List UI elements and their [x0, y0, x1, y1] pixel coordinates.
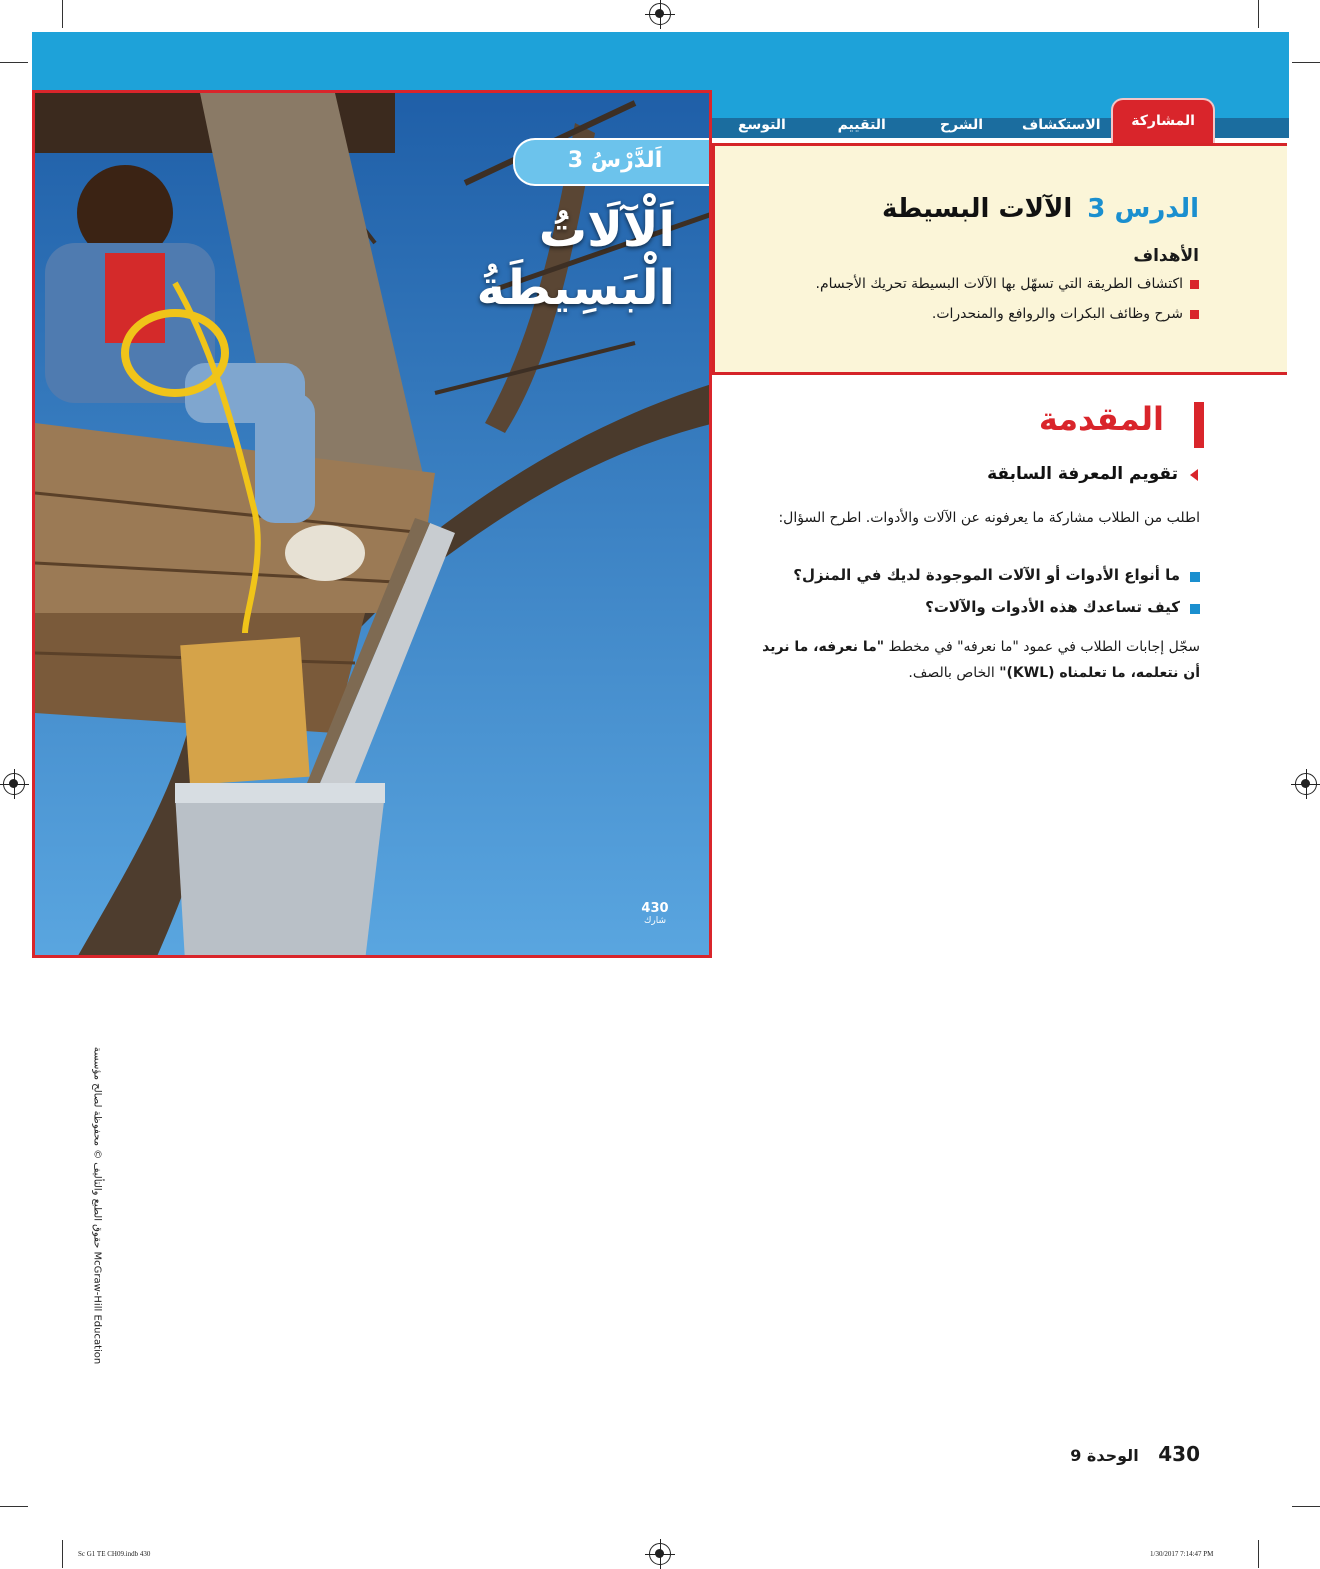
lesson-label — [1087, 194, 1199, 224]
photo-title — [455, 201, 675, 317]
heading-accent-bar — [1194, 402, 1204, 448]
tab-engage[interactable]: المشاركة — [1111, 98, 1215, 144]
lesson-number: 3 — [1087, 194, 1106, 224]
registration-mark-bottom — [649, 1543, 671, 1565]
photo-page-sub: شارك — [643, 916, 667, 926]
kwl-paragraph — [760, 634, 1200, 686]
tab-explore[interactable]: الاستكشاف — [1021, 117, 1101, 133]
registration-mark-right — [1295, 773, 1317, 795]
registration-mark-left — [3, 773, 25, 795]
lesson-tabs — [712, 110, 1215, 142]
lesson-prefix: الدرس — [1114, 194, 1199, 224]
copyright-text: حقوق الطبع والتأليف © محفوظة لصالح مؤسسة McGraw-Hill Education — [91, 1046, 103, 1365]
tab-extend[interactable]: التوسع — [737, 117, 786, 133]
objective-item: اكتشاف الطريقة التي تسهّل بها الآلات البسيطة تحريك الأجسام. — [799, 272, 1199, 296]
tab-explain[interactable]: الشرح — [939, 117, 984, 133]
objectives-heading: الأهداف — [1133, 246, 1199, 266]
intro-paragraph: اطلب من الطلاب مشاركة ما يعرفونه عن الآلات والأدوات. اطرح السؤال: — [778, 510, 1200, 526]
registration-mark-top — [649, 3, 671, 25]
photo-title-line2: الْبَسِيطَةُ — [476, 260, 675, 316]
footer-page-number: 430 — [1158, 1442, 1200, 1466]
question-item: ما أنواع الأدوات أو الآلات الموجودة لديك في المنزل؟ — [793, 566, 1200, 584]
kwl-chart-name: "ما نعرفه، ما نريد أن نتعلمه، ما تعلمناه (KWL)" — [762, 639, 1200, 681]
lesson-number-pill: اَلدَّرْسُ 3 — [513, 138, 712, 186]
footer-unit: الوحدة 9 — [1070, 1446, 1139, 1465]
kwl-text-a: سجّل إجابات الطلاب في عمود "ما نعرفه" في مخطط — [884, 639, 1200, 655]
print-slug-file: Sc G1 TE CH09.indb 430 — [78, 1550, 151, 1558]
print-slug-date: 1/30/2017 7:14:47 PM — [1150, 1550, 1214, 1558]
page-footer — [1000, 1442, 1200, 1466]
objectives-list — [799, 272, 1199, 332]
question-item: كيف تساعدك هذه الأدوات والآلات؟ — [925, 598, 1200, 616]
kwl-text-b: الخاص بالصف. — [908, 665, 1000, 681]
tab-evaluate[interactable]: التقييم — [837, 117, 886, 133]
lesson-title-text: الآلات البسيطة — [881, 194, 1073, 224]
objectives-box — [712, 143, 1287, 375]
copyright-credit — [92, 1040, 106, 1370]
introduction-heading: المقدمة — [1038, 400, 1164, 438]
photo-page-number — [635, 901, 675, 926]
objective-item: شرح وظائف البكرات والروافع والمنحدرات. — [799, 302, 1199, 326]
lesson-photo — [32, 90, 712, 958]
photo-title-line1: اَلْآلَاتُ — [538, 202, 675, 258]
prior-knowledge-subheading: تقويم المعرفة السابقة — [987, 464, 1200, 484]
photo-page-number-text: 430 — [641, 901, 669, 916]
lesson-title — [882, 194, 1199, 224]
